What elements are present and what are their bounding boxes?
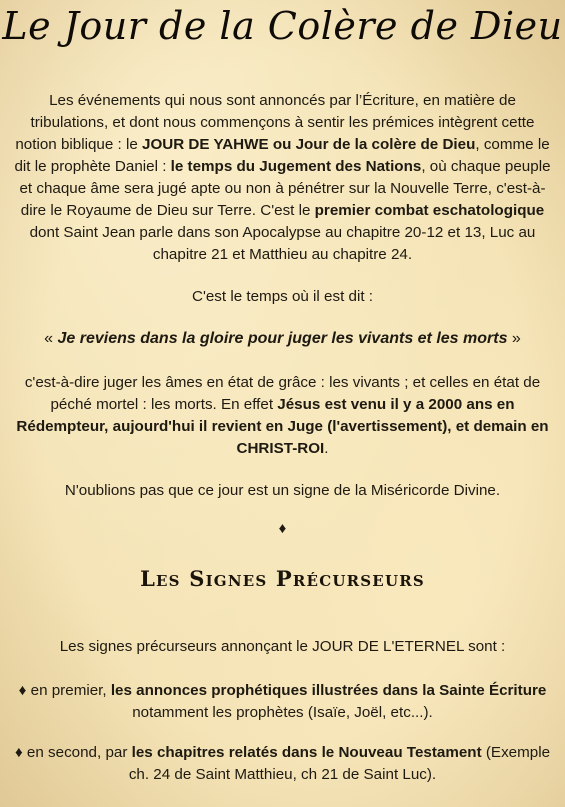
judge-text-2: . [324, 440, 329, 457]
intro-bold-2: le temps du Jugement des Nations [170, 158, 422, 175]
judge-text-1: c'est-à-dire juger les âmes en état de grâce : les vivants ; et celles en état de péché mortel : les morts. En effet [24, 374, 541, 413]
misericorde-paragraph: N'oublions pas que ce jour est un signe de la Miséricorde Divine. [64, 482, 501, 499]
diamond-separator: ♦ [278, 520, 287, 537]
intro-text-2: , comme le dit le prophète Daniel : [14, 136, 550, 175]
temps-paragraph: C'est le temps où il est dit : [191, 288, 373, 305]
intro-bold-3: premier combat eschatologique [314, 202, 545, 219]
judge-paragraph [14, 372, 551, 460]
signe-item-1 [14, 680, 551, 724]
item1-bold: les annonces prophétiques illustrées dans la Sainte Écriture [110, 682, 547, 699]
item2-bold: les chapitres relatés dans le Nouveau Testament [131, 744, 482, 761]
intro-paragraph [14, 90, 551, 266]
quote-open: « [44, 330, 58, 347]
intro-text-3: , où chaque peuple et chaque âme sera jugé apte ou non à pénétrer sur la Nouvelle Terre, c'est-à-dire le Royaume de Dieu sur Terre. C'est le [19, 158, 551, 219]
quote-paragraph [14, 328, 551, 350]
item2-text-2: (Exemple ch. 24 de Saint Matthieu, ch 21 de Saint Luc). [128, 744, 551, 783]
signe-item-2 [14, 742, 551, 786]
quote-text: Je reviens dans la gloire pour juger les vivants et les morts [57, 330, 508, 347]
intro-text-1: Les événements qui nous sont annoncés par l’Écriture, en matière de tribulations, et dont nous commençons à sentir les prémices intègrent cette notion biblique : le [15, 92, 535, 153]
item1-text-1: ♦ en premier, [18, 682, 111, 699]
judge-bold-1: Jésus est venu il y a 2000 ans en Rédempteur, aujourd'hui il revient en Juge (l'avertissement), et demain en CHRIST-ROI [16, 396, 549, 457]
item2-text-1: ♦ en second, par [14, 744, 132, 761]
section-heading: Les Signes Précurseurs [140, 566, 425, 591]
signes-intro: Les signes précurseurs annonçant le JOUR DE L'ETERNEL sont : [59, 638, 506, 655]
page-title: Le Jour de la Colère de Dieu [2, 4, 563, 48]
intro-bold-1: JOUR DE YAHWE ou Jour de la colère de Dieu [142, 136, 476, 153]
intro-text-4: dont Saint Jean parle dans son Apocalypse au chapitre 20-12 et 13, Luc au chapitre 21 et Matthieu au chapitre 24. [29, 224, 536, 263]
item1-text-2: notamment les prophètes (Isaïe, Joël, etc...). [132, 704, 433, 721]
quote-close: » [507, 330, 521, 347]
